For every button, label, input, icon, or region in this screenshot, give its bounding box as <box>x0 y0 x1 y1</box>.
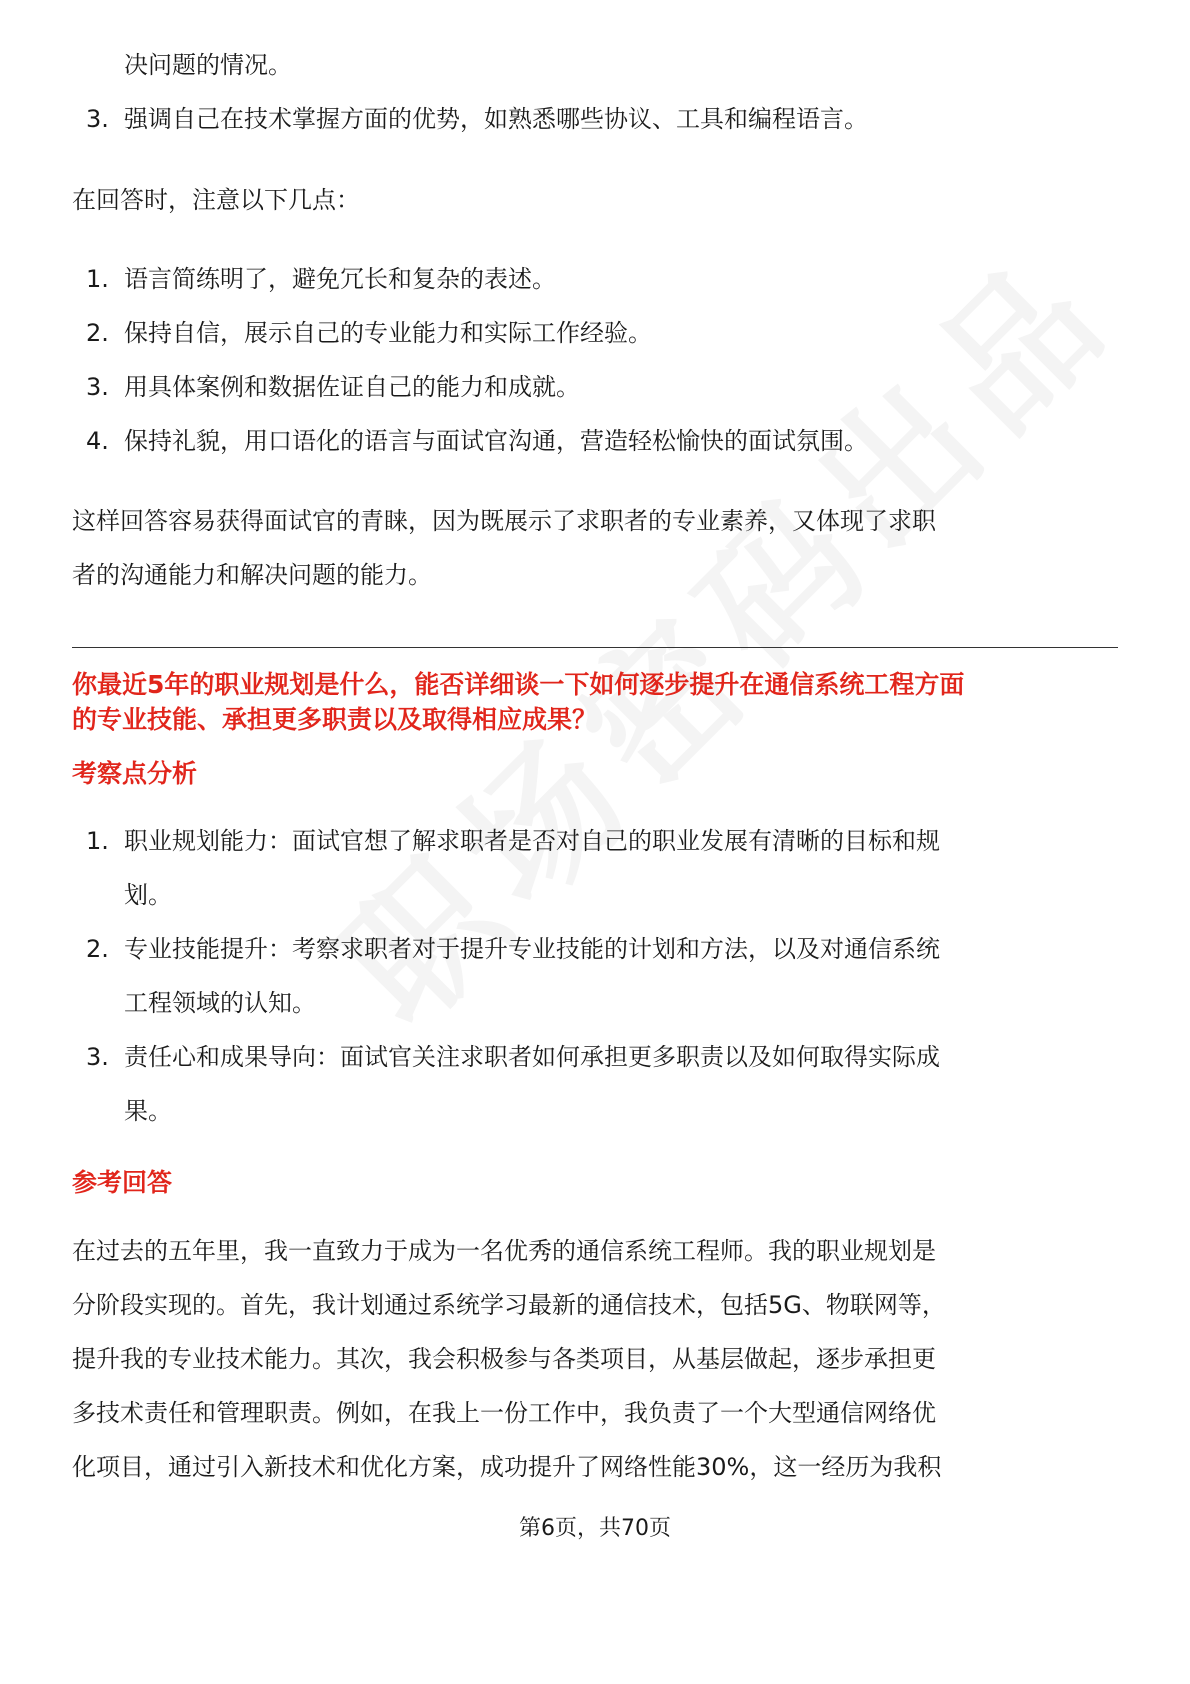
list-text: 专业技能提升：考察求职者对于提升专业技能的计划和方法，以及对通信系统 <box>124 935 940 963</box>
list-text: 强调自己在技术掌握方面的优势，如熟悉哪些协议、工具和编程语言。 <box>124 105 868 133</box>
list-text: 职业规划能力：面试官想了解求职者是否对自己的职业发展有清晰的目标和规 <box>124 827 940 855</box>
question-title: 的专业技能、承担更多职责以及取得相应成果？ <box>72 705 598 734</box>
list-text: 果。 <box>124 1097 172 1125</box>
list-number: 2. <box>86 935 109 963</box>
list-text: 划。 <box>124 881 172 909</box>
page-number: 第6页，共70页 <box>519 1516 671 1541</box>
list-text: 责任心和成果导向：面试官关注求职者如何承担更多职责以及如何取得实际成 <box>124 1043 940 1071</box>
list-number: 4. <box>86 427 109 455</box>
page-footer <box>0 1514 1190 1544</box>
list-number: 1. <box>86 827 109 855</box>
list-text: 用具体案例和数据佐证自己的能力和成就。 <box>124 373 580 401</box>
list-text: 保持自信，展示自己的专业能力和实际工作经验。 <box>124 319 652 347</box>
list-text: 语言简练明了，避免冗长和复杂的表述。 <box>124 265 556 293</box>
list-number: 1. <box>86 265 109 293</box>
list-number: 3. <box>86 105 109 133</box>
section-divider <box>72 647 1118 648</box>
answer-line: 分阶段实现的。首先，我计划通过系统学习最新的通信技术，包括5G、物联网等， <box>72 1291 946 1319</box>
continuation-line: 决问题的情况。 <box>124 51 292 79</box>
list-number: 3. <box>86 373 109 401</box>
list-number: 3. <box>86 1043 109 1071</box>
notes-intro: 在回答时，注意以下几点： <box>72 186 360 214</box>
summary-line: 这样回答容易获得面试官的青睐，因为既展示了求职者的专业素养，又体现了求职 <box>72 507 936 535</box>
answer-line: 化项目，通过引入新技术和优化方案，成功提升了网络性能30%，这一经历为我积 <box>72 1453 942 1481</box>
answer-line: 在过去的五年里，我一直致力于成为一名优秀的通信系统工程师。我的职业规划是 <box>72 1237 936 1265</box>
answer-heading: 参考回答 <box>72 1168 173 1197</box>
answer-line: 多技术责任和管理职责。例如，在我上一份工作中，我负责了一个大型通信网络优 <box>72 1399 936 1427</box>
list-text: 保持礼貌，用口语化的语言与面试官沟通，营造轻松愉快的面试氛围。 <box>124 427 868 455</box>
summary-line: 者的沟通能力和解决问题的能力。 <box>72 561 432 589</box>
list-text: 工程领域的认知。 <box>124 989 316 1017</box>
list-number: 2. <box>86 319 109 347</box>
answer-line: 提升我的专业技术能力。其次，我会积极参与各类项目，从基层做起，逐步承担更 <box>72 1345 936 1373</box>
question-title: 你最近5年的职业规划是什么，能否详细谈一下如何逐步提升在通信系统工程方面 <box>72 670 965 699</box>
analysis-heading: 考察点分析 <box>72 759 198 788</box>
